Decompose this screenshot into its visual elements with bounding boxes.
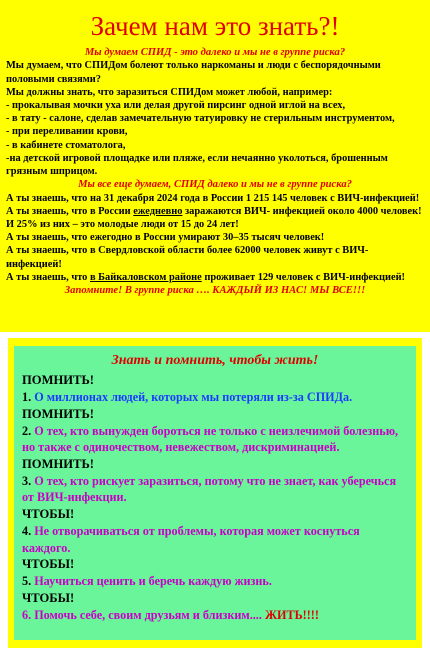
fact-1: А ты знаешь, что на 31 декабря 2024 года в России 1 215 145 человек с ВИЧ-инфекцией!	[6, 192, 420, 204]
item-5-number: 5.	[22, 574, 32, 589]
fact-2-part-b: заражаются ВИЧ- инфекцией около 4000 человек! И 25% из них – это молодые люди от 15 до 24 лет!	[6, 205, 422, 231]
page-title: Зачем нам это знать?!	[90, 11, 340, 41]
fact-5-underlined: в Байкаловском районе	[89, 271, 202, 283]
item-4	[22, 523, 408, 556]
remember-line: Запомните! В группе риска …. КАЖДЫЙ ИЗ НАС! МЫ ВСЕ!!!	[64, 285, 366, 297]
fact-2-part-a: А ты знаешь, что в России	[6, 205, 134, 217]
paragraph-2: Мы должны знать, что заразиться СПИДом может любой, например:	[6, 86, 333, 98]
bottom-panel	[14, 346, 416, 640]
item-5-text: Научиться ценить и беречь каждую жизнь.	[31, 574, 272, 589]
item-1-number: 1.	[22, 390, 32, 404]
fact-2	[6, 205, 424, 231]
item-1-text: О миллионах людей, которых мы потеряли из-за СПИДа.	[31, 390, 353, 404]
heading-so-that-5: ЧТОБЫ!	[22, 557, 75, 572]
risk-item-1: - прокалывая мочки уха или делая другой пирсинг одной иглой на всех,	[6, 100, 346, 112]
fact-4: А ты знаешь, что в Свердловской области более 62000 человек живут с ВИЧ-инфекцией!	[6, 245, 369, 270]
risk-item-2: - в тату - салоне, сделав замечательную татуировку не стерильным инструментом,	[6, 113, 395, 125]
fact-5-part-b: проживает 129 человек с ВИЧ-инфекцией!	[201, 271, 406, 283]
item-3-number: 3.	[22, 473, 32, 488]
paragraph-1: Мы думаем, что СПИДом болеют только наркоманы и люди с беспорядочными половыми связями?	[6, 60, 381, 85]
risk-item-4: - в кабинете стоматолога,	[6, 139, 126, 151]
item-6-emphasis: ЖИТЬ!!!!	[264, 607, 319, 622]
item-3	[22, 473, 408, 506]
item-4-text: Не отворачиваться от проблемы, которая может коснуться каждого.	[22, 523, 360, 555]
heading-remember-2: ПОМНИТЬ!	[22, 406, 94, 421]
question-1: Мы думаем СПИД - это далеко и мы не в группе риска?	[84, 47, 346, 58]
item-4-number: 4.	[22, 523, 32, 538]
section-title: Знать и помнить, чтобы жить!	[111, 353, 319, 368]
item-2	[22, 423, 408, 456]
item-1	[22, 389, 408, 406]
heading-so-that-6: ЧТОБЫ!	[22, 590, 75, 605]
fact-5	[6, 271, 424, 284]
fact-2-underlined: ежедневно	[133, 205, 183, 217]
item-6-text: 6. Помочь себе, своим друзьям и близким....	[22, 607, 265, 622]
fact-5-part-a: А ты знаешь, что	[6, 271, 90, 283]
bottom-panel-frame	[8, 338, 422, 648]
item-2-number: 2.	[22, 423, 32, 438]
item-5	[22, 573, 408, 590]
risk-item-3: - при переливании крови,	[6, 126, 128, 138]
fact-3: А ты знаешь, что ежегодно в России умирают 30–35 тысяч человек!	[6, 232, 325, 244]
item-6	[22, 607, 408, 624]
risk-item-5: -на детской игровой площадке или пляже, если нечаянно уколоться, брошенным грязным шприцом.	[6, 152, 388, 178]
item-2-text: О тех, кто вынужден бороться не только с неизлечимой болезнью, но также с одиночеством, невежеством, дискриминацией.	[22, 423, 399, 455]
heading-remember-3: ПОМНИТЬ!	[22, 456, 94, 471]
heading-remember-1: ПОМНИТЬ!	[22, 373, 94, 387]
heading-so-that-4: ЧТОБЫ!	[22, 506, 75, 521]
item-3-text: О тех, кто рискует заразиться, потому что не знает, как уберечься от ВИЧ-инфекции.	[22, 473, 397, 505]
question-2: Мы все еще думаем, СПИД далеко и мы не в группе риска?	[78, 179, 352, 191]
